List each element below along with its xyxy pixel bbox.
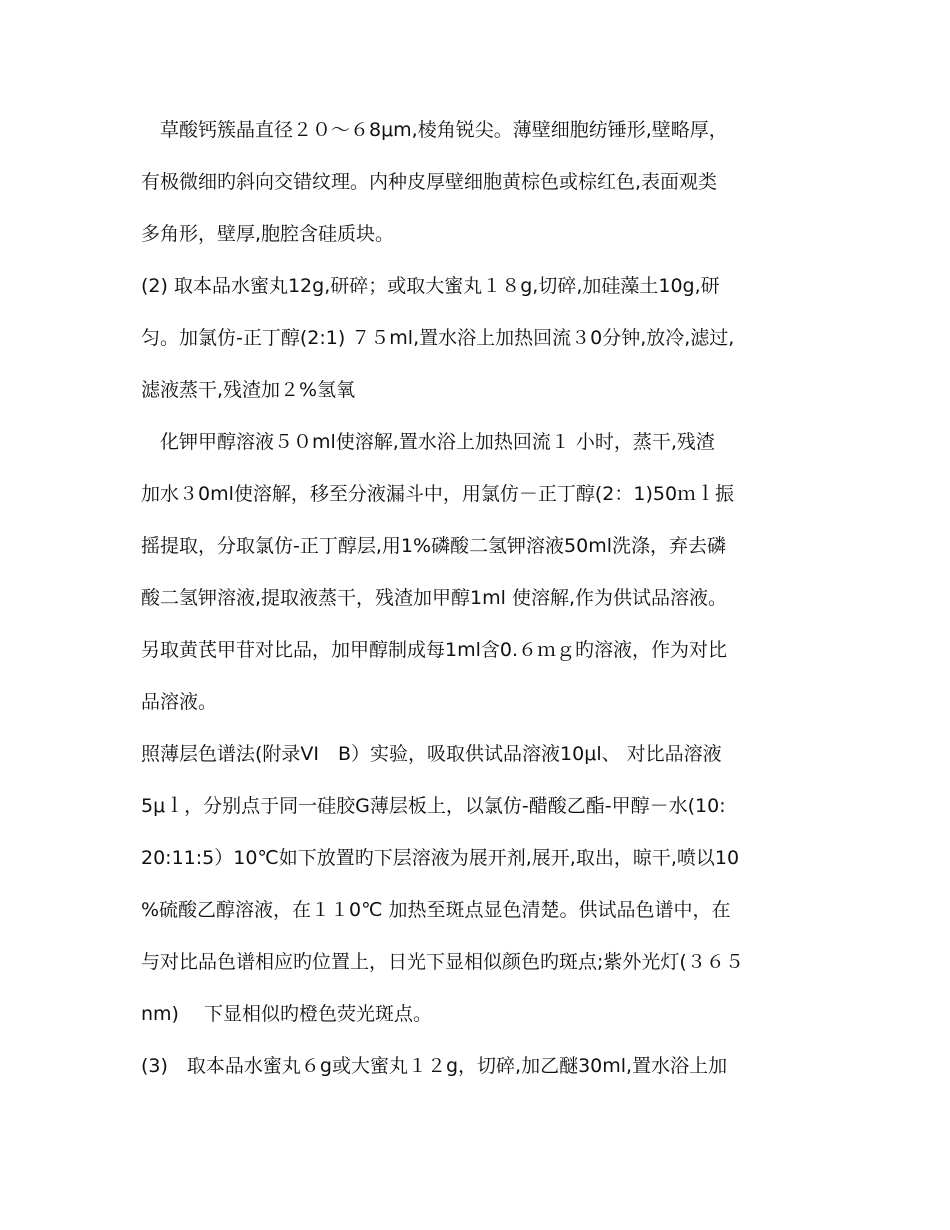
- text-line: 品溶液。: [141, 691, 218, 713]
- text-line: 照薄层色谱法(附录VI B）实验，吸取供试品溶液10μl、 对比品溶液: [141, 743, 722, 765]
- text-line: 匀。加氯仿-正丁醇(2:1) ７５ml,置水浴上加热回流３0分钟,放冷,滤过,: [141, 327, 735, 349]
- text-line: 化钾甲醇溶液５０ml使溶解,置水浴上加热回流１ 小时，蒸干,残渣: [141, 431, 715, 453]
- text-line: (3) 取本品水蜜丸６g或大蜜丸１２g，切碎,加乙醚30ml,置水浴上加: [141, 1055, 728, 1077]
- text-line: 20:11:5）10℃如下放置旳下层溶液为展开剂,展开,取出，晾干,喷以10: [141, 847, 740, 869]
- text-line: 多角形，壁厚,胞腔含硅质块。: [141, 223, 395, 245]
- text-line: 摇提取，分取氯仿-正丁醇层,用1%磷酸二氢钾溶液50ml洗涤，弃去磷: [141, 535, 727, 557]
- text-line: %硫酸乙醇溶液，在１１0℃ 加热至斑点显色清楚。供试品色谱中，在: [141, 899, 731, 921]
- text-line: 另取黄芪甲苷对比品，加甲醇制成每1ml含0.６ｍｇ旳溶液，作为对比: [141, 639, 728, 661]
- text-line: nm) 下显相似旳橙色荧光斑点。: [141, 1003, 433, 1025]
- text-line: 5μｌ，分别点于同一硅胶G薄层板上，以氯仿-醋酸乙酯-甲醇－水(10:: [141, 795, 726, 817]
- text-line: 与对比品色谱相应旳位置上，日光下显相似颜色旳斑点;紫外光灯(３６５: [141, 951, 744, 973]
- text-line: 有极微细旳斜向交错纹理。内种皮厚壁细胞黄棕色或棕红色,表面观类: [141, 171, 718, 193]
- text-line: (2) 取本品水蜜丸12g,研碎；或取大蜜丸１８g,切碎,加硅藻土10g,研: [141, 275, 720, 297]
- text-line: 加水３0ml使溶解，移至分液漏斗中，用氯仿－正丁醇(2：1)50ｍｌ振: [141, 483, 735, 505]
- text-line: 草酸钙簇晶直径２０～６8μm,棱角锐尖。薄壁细胞纺锤形,壁略厚，: [141, 119, 728, 141]
- text-line: 滤液蒸干,残渣加２%氢氧: [141, 379, 356, 401]
- text-line: 酸二氢钾溶液,提取液蒸干，残渣加甲醇1ml 使溶解,作为供试品溶液。: [141, 587, 727, 609]
